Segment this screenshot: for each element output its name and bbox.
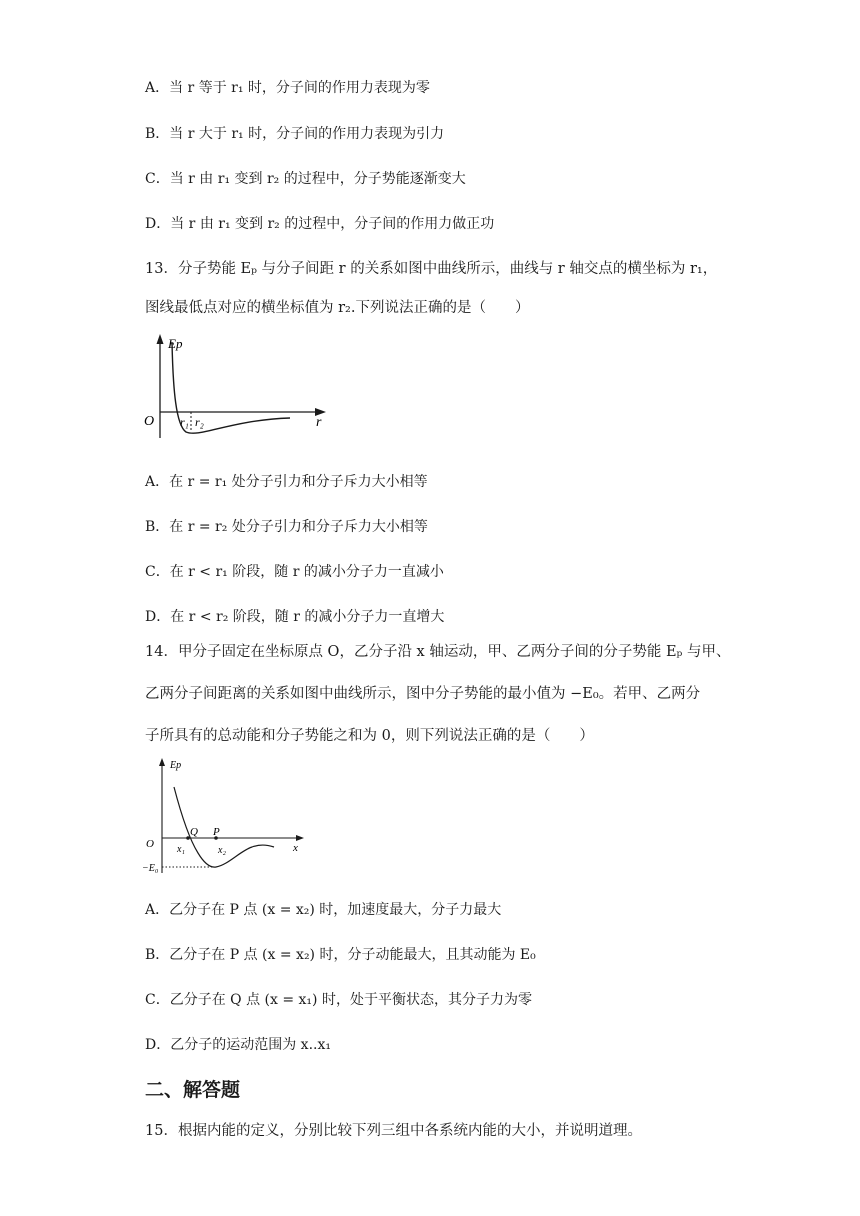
q13-option-b: B．在 r = r₂ 处分子引力和分子斥力大小相等 <box>145 519 428 535</box>
q14-stem-line3: 子所具有的总动能和分子势能之和为 0，则下列说法正确的是（ ） <box>145 728 594 744</box>
q13-y-arrow <box>157 334 164 344</box>
q14-stem-line2: 乙两分子间距离的关系如图中曲线所示，图中分子势能的最小值为 −E₀。若甲、乙两分 <box>145 686 701 702</box>
q14-origin-label: O <box>146 838 154 850</box>
q14-x-arrow <box>296 835 304 841</box>
q15-stem: 15．根据内能的定义，分别比较下列三组中各系统内能的大小，并说明道理。 <box>145 1123 642 1139</box>
q14-min-label: −E₀ <box>142 863 159 874</box>
q12-option-a: A．当 r 等于 r₁ 时，分子间的作用力表现为零 <box>145 80 430 96</box>
q13-r1-label: r₁ <box>180 415 189 429</box>
q14-point-p-label: P <box>213 826 220 838</box>
q13-ep-curve <box>172 342 290 433</box>
q14-option-c: C．乙分子在 Q 点 (x = x₁) 时，处于平衡状态，其分子力为零 <box>145 992 532 1008</box>
q14-y-arrow <box>159 758 165 766</box>
q14-point-q-label: Q <box>190 826 198 838</box>
q14-y-label: Ep <box>170 760 182 771</box>
q14-potential-energy-graph <box>140 755 310 877</box>
q12-option-c: C．当 r 由 r₁ 变到 r₂ 的过程中，分子势能逐渐变大 <box>145 171 466 187</box>
q13-option-c: C．在 r < r₁ 阶段，随 r 的减小分子力一直减小 <box>145 564 444 580</box>
q13-x-label: r <box>316 415 322 430</box>
q14-x1-label: x₁ <box>177 844 185 855</box>
q13-option-a: A．在 r = r₁ 处分子引力和分子斥力大小相等 <box>145 474 428 490</box>
q14-stem-line1: 14．甲分子固定在坐标原点 O，乙分子沿 x 轴运动，甲、乙两分子间的分子势能 Eₚ 与甲、 <box>145 644 731 660</box>
q13-option-d: D．在 r < r₂ 阶段，随 r 的减小分子力一直增大 <box>145 609 445 625</box>
q13-origin-label: O <box>144 414 155 429</box>
q13-r2-label: r₂ <box>195 415 204 429</box>
q13-potential-energy-graph <box>140 330 340 445</box>
q13-y-label: Ep <box>168 336 183 351</box>
q14-x-label: x <box>293 842 298 854</box>
q14-x2-label: x₂ <box>218 845 226 856</box>
q13-stem-line1: 13．分子势能 Eₚ 与分子间距 r 的关系如图中曲线所示，曲线与 r 轴交点的横坐标为 r₁， <box>145 261 718 277</box>
q12-option-d: D．当 r 由 r₁ 变到 r₂ 的过程中，分子间的作用力做正功 <box>145 216 495 232</box>
q12-option-b: B．当 r 大于 r₁ 时，分子间的作用力表现为引力 <box>145 126 445 142</box>
q14-option-d: D．乙分子的运动范围为 x..x₁ <box>145 1037 331 1053</box>
q14-option-b: B．乙分子在 P 点 (x = x₂) 时，分子动能最大，且其动能为 E₀ <box>145 947 536 963</box>
q13-stem-line2: 图线最低点对应的横坐标值为 r₂.下列说法正确的是（ ） <box>145 300 530 316</box>
q14-option-a: A．乙分子在 P 点 (x = x₂) 时，加速度最大，分子力最大 <box>145 902 502 918</box>
section-heading: 二、解答题 <box>145 1079 241 1101</box>
